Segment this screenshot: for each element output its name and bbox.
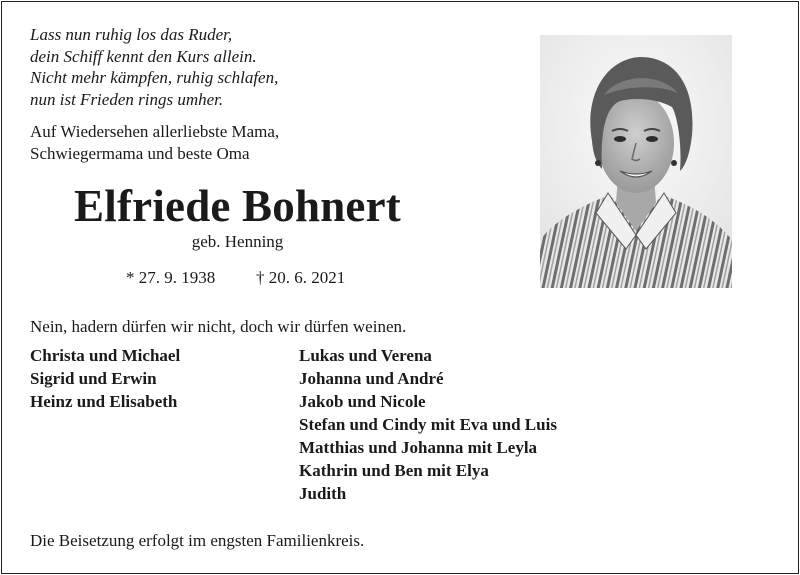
poem-line: nun ist Frieden rings umher. (30, 89, 224, 109)
farewell-line: Schwiegermama und beste Oma (30, 144, 250, 163)
mourner-entry: Heinz und Elisabeth (30, 392, 178, 411)
poem-line: Nicht mehr kämpfen, ruhig schlafen, (30, 68, 279, 87)
poem (30, 24, 278, 110)
mourner-entry: Matthias und Johanna mit Leyla (299, 438, 538, 457)
birth-date: * 27. 9. 1938 (126, 268, 216, 287)
mourner-entry: Jakob und Nicole (299, 392, 426, 411)
mourner-entry: Christa und Michael (30, 346, 181, 365)
mourner-entry: Johanna und André (299, 369, 444, 388)
mourners-right-column (299, 344, 557, 505)
poem-line: Lass nun ruhig los das Ruder, (30, 25, 233, 44)
mourner-entry: Lukas und Verena (299, 346, 432, 365)
deceased-name: Elfriede Bohnert (74, 181, 401, 231)
mourner-entry: Sigrid und Erwin (30, 369, 157, 388)
mourning-line: Nein, hadern dürfen wir nicht, doch wir dürfen weinen. (30, 317, 407, 336)
farewell-line: Auf Wiedersehen allerliebste Mama, (30, 122, 280, 141)
burial-notice: Die Beisetzung erfolgt im engsten Familienkreis. (30, 531, 365, 550)
mourner-entry: Kathrin und Ben mit Elya (299, 461, 489, 480)
portrait-photo (540, 35, 732, 288)
poem-line: dein Schiff kennt den Kurs allein. (30, 46, 257, 66)
death-date: † 20. 6. 2021 (256, 268, 346, 287)
farewell-text (30, 121, 279, 165)
maiden-name: geb. Henning (191, 232, 284, 251)
mourner-entry: Stefan und Cindy mit Eva und Luis (299, 415, 557, 434)
mourners-left-column (30, 344, 180, 413)
mourner-entry: Judith (299, 484, 347, 503)
